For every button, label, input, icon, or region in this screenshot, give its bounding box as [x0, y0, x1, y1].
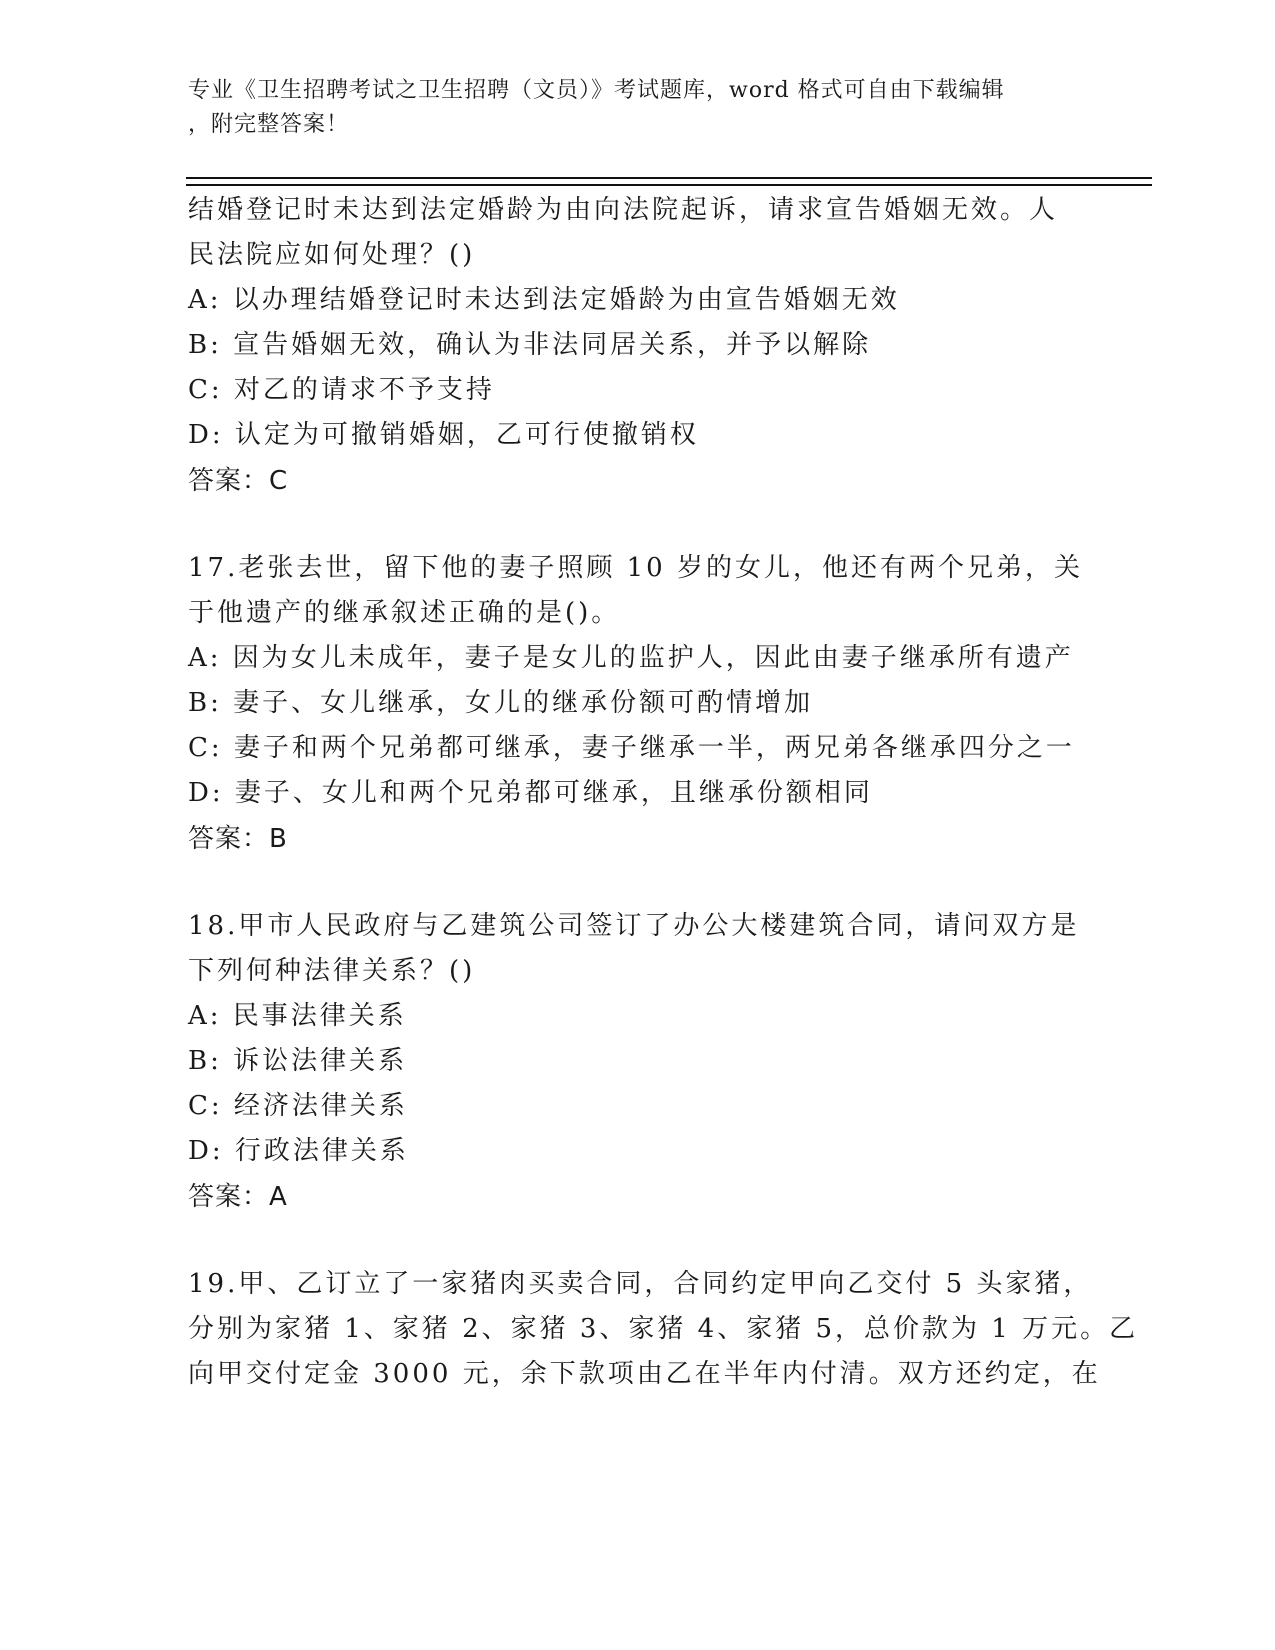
question-stem-line: 分别为家猪 1、家猪 2、家猪 3、家猪 4、家猪 5，总价款为 1 万元。乙	[188, 1314, 1139, 1344]
question-stem-line: 下列何种法律关系？()	[188, 956, 476, 986]
question-stem-line: 结婚登记时未达到法定婚龄为由向法院起诉，请求宣告婚姻无效。人	[188, 195, 1059, 225]
answer-line: 答案：B	[188, 824, 288, 854]
question-stem-line: 19.甲、乙订立了一家猪肉买卖合同，合同约定甲向乙交付 5 头家猪，	[188, 1269, 1093, 1299]
question-stem-line: 民法院应如何处理？()	[188, 240, 476, 270]
option-a: A: 以办理结婚登记时未达到法定婚龄为由宣告婚姻无效	[188, 285, 900, 315]
question-19	[188, 1262, 1139, 1397]
answer-line: 答案：A	[188, 1182, 288, 1212]
option-d: D: 行政法律关系	[188, 1136, 409, 1166]
answer-line: 答案：C	[188, 466, 289, 496]
question-stem-line: 向甲交付定金 3000 元，余下款项由乙在半年内付清。双方还约定，在	[188, 1359, 1101, 1389]
option-b: B: 宣告婚姻无效，确认为非法同居关系，并予以解除	[188, 330, 872, 360]
question-content	[188, 188, 1139, 1397]
question-17	[188, 546, 1088, 862]
header-divider-top	[186, 177, 1152, 179]
option-c: C: 经济法律关系	[188, 1091, 408, 1121]
option-a: A: 民事法律关系	[188, 1001, 407, 1031]
header-subtitle-line: ，附完整答案！	[188, 112, 350, 137]
header-divider-bottom	[186, 184, 1152, 186]
option-b: B: 诉讼法律关系	[188, 1046, 408, 1076]
question-16	[188, 188, 1088, 504]
header-title-line: 专业《卫生招聘考试之卫生招聘（文员）》考试题库，word 格式可自由下载编辑	[188, 78, 1005, 103]
option-b: B: 妻子、女儿继承，女儿的继承份额可酌情增加	[188, 688, 814, 718]
option-d: D: 认定为可撤销婚姻，乙可行使撤销权	[188, 420, 699, 450]
question-stem-line: 18.甲市人民政府与乙建筑公司签订了办公大楼建筑合同，请问双方是	[188, 911, 1080, 941]
question-stem-line: 于他遗产的继承叙述正确的是()。	[188, 598, 621, 628]
option-a: A: 因为女儿未成年，妻子是女儿的监护人，因此由妻子继承所有遗产	[188, 643, 1074, 673]
option-c: C: 对乙的请求不予支持	[188, 375, 495, 405]
option-c: C: 妻子和两个兄弟都可继承，妻子继承一半，两兄弟各继承四分之一	[188, 733, 1075, 763]
question-18	[188, 904, 1088, 1220]
question-stem-line: 17.老张去世，留下他的妻子照顾 10 岁的女儿，他还有两个兄弟，关	[188, 553, 1083, 583]
option-d: D: 妻子、女儿和两个兄弟都可继承，且继承份额相同	[188, 778, 873, 808]
document-header	[188, 74, 1068, 142]
